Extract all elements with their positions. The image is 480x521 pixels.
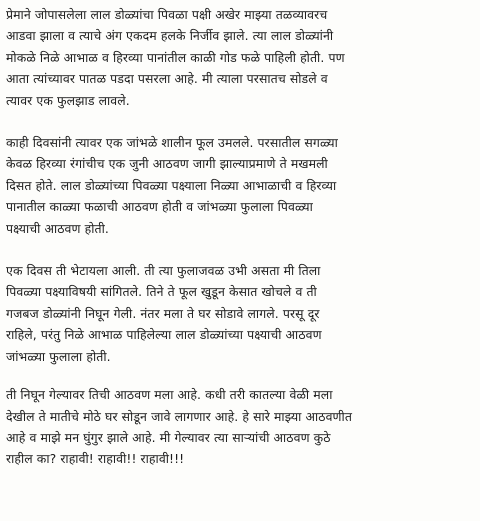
paragraph-spacer <box>6 239 474 260</box>
text-line: एक दिवस ती भेटायला आली. ती त्या फुलाजवळ उभी असता मी तिला <box>6 263 321 279</box>
text-line: जांभळ्या फुलाला होती. <box>6 348 111 364</box>
text-line: आडवा झाला व त्याचे अंग एकदम हलके निर्जीव झाले. त्या लाल डोळ्यांनी <box>6 28 334 44</box>
text-line: पिवळ्या पक्ष्याविषयी सांगितले. तिने ते फूल खुडून केसात खोचले व ती <box>6 284 317 300</box>
text-line: दिसत होते. लाल डोळ्यांच्या पिवळ्या पक्ष्याला निळ्या आभाळाची व हिरव्या <box>6 177 337 193</box>
text-line: गजबज डोळ्यांनी निघून गेली. नंतर मला ते घर सोडावे लागले. परसू दूर <box>6 305 320 321</box>
text-line: मोकळे निळे आभाळ व हिरव्या पानांतील काळी गोड फळे पाहिली होती. पण <box>6 49 345 65</box>
text-line: केवळ हिरव्या रंगांचीच एक जुनी आठवण जागी झाल्याप्रमाणे ते मखमली <box>6 156 328 172</box>
paragraph-3 <box>6 260 474 367</box>
text-line: काही दिवसांनी त्यावर एक जांभळे शालीन फूल उमलले. परसातील सगळ्या <box>6 135 338 151</box>
paragraph-1 <box>6 4 474 111</box>
paragraph-2 <box>6 132 474 239</box>
text-line: राहील का? राहावी! राहावी!! राहावी!!! <box>6 451 185 467</box>
text-line: राहिले, परंतु निळे आभाळ पाहिलेल्या लाल डोळ्यांच्या पक्ष्याची आठवण <box>6 327 322 343</box>
text-line: प्रेमाने जोपासलेला लाल डोळ्यांचा पिवळा पक्षी अखेर माझ्या तळव्यावरच <box>6 7 328 22</box>
paragraph-spacer <box>6 367 474 384</box>
paragraph-4 <box>6 384 474 470</box>
text-line: पानातील काळ्या फळाची आठवण होती व जांभळ्या फुलाला पिवळ्या <box>6 199 313 215</box>
text-line: त्यावर एक फुलझाड लावले. <box>6 92 130 108</box>
paragraph-spacer <box>6 111 474 132</box>
text-line: ती निघून गेल्यावर तिची आठवण मला आहे. कधी तरी कातल्या वेळी मला <box>6 387 333 403</box>
text-line: आता त्यांच्यावर पातळ पडदा पसरला आहे. मी त्याला परसातच सोडले व <box>6 71 328 87</box>
text-line: देखील ते मातीचे मोठे घर सोडून जावे लागणार आहे. हे सारे माझ्या आठवणीत <box>6 408 352 424</box>
text-line: पक्ष्याची आठवण होती. <box>6 220 109 236</box>
text-line: आहे व माझे मन घुंगुर झाले आहे. मी गेल्यावर त्या साऱ्यांची आठवण कुठे <box>6 429 331 445</box>
